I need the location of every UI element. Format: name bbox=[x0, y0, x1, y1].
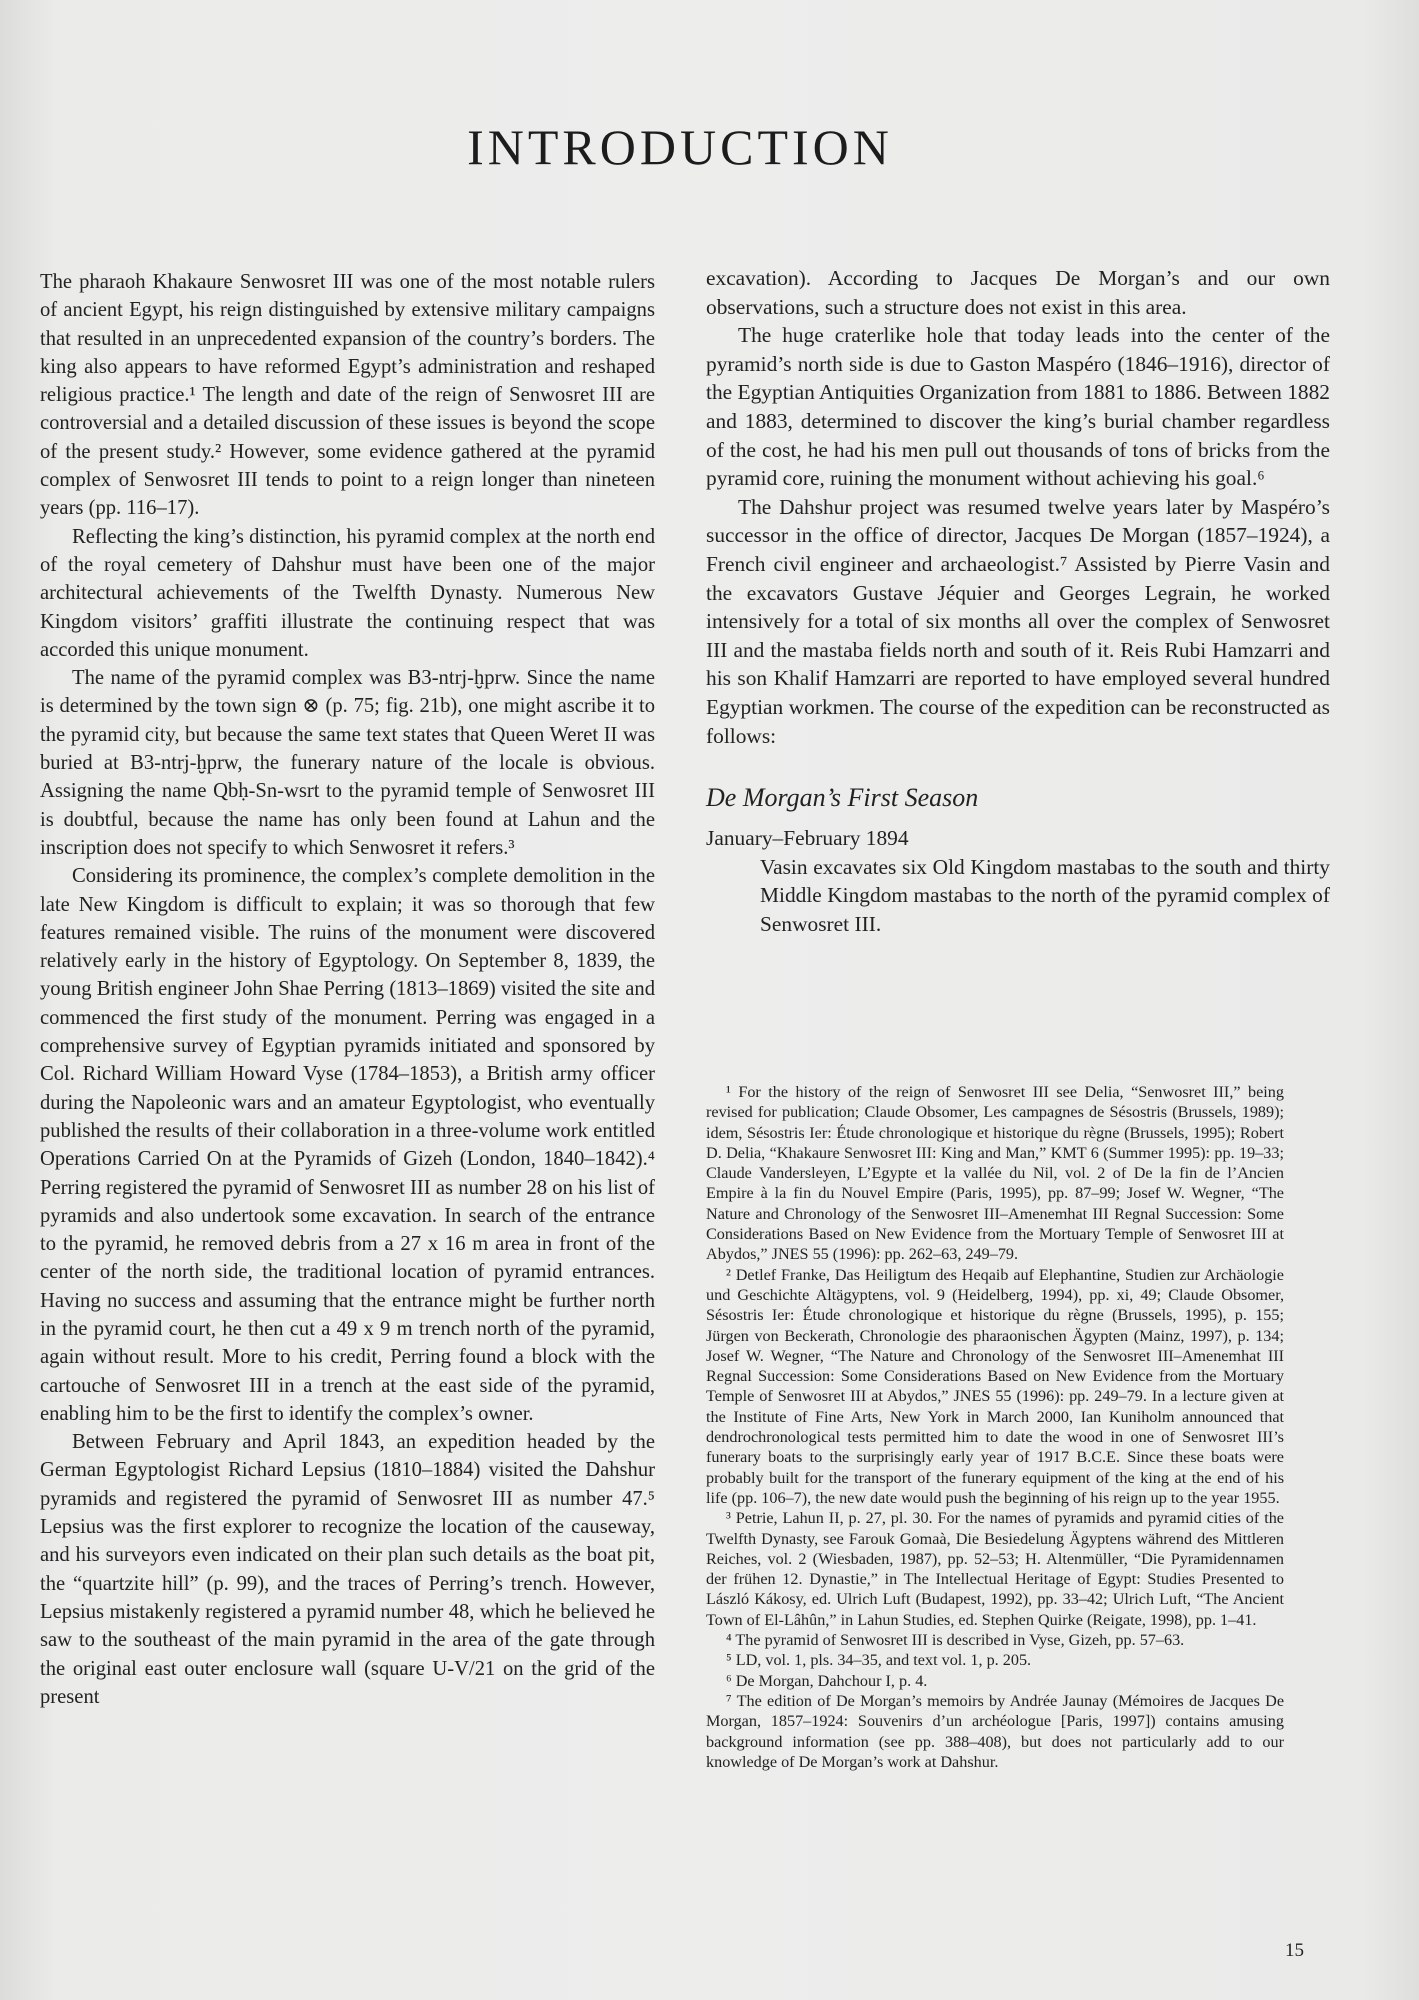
page-number: 15 bbox=[1285, 1940, 1304, 1961]
paragraph: excavation). According to Jacques De Morgan’s and our own observations, such a structure does not exist in this area. bbox=[706, 266, 1330, 319]
paragraph: Considering its prominence, the complex’s complete demolition in the late New Kingdom is difficult to explain; it was so thorough that few features remained visible. The ruins of the monument were discovered relatively early in the history of Egyptology. On September 8, 1839, the young British engineer John Shae Perring (1813–1869) visited the site and commenced the first study of the monument. Perring was engaged in a comprehensive survey of Egyptian pyramids initiated and sponsored by Col. Richard William Howard Vyse (1784–1853), a British army officer during the Napoleonic wars and an amateur Egyptologist, who eventually published the results of their collaboration in a three-volume work entitled Operations Carried On at the Pyramids of Gizeh (London, 1840–1842).⁴ Perring registered the pyramid of Senwosret III as number 28 on his list of pyramids and also undertook some excavation. In search of the entrance to the pyramid, he removed debris from a 27 x 16 m area in front of the center of the north side, the traditional location of pyramid entrances. Having no success and assuming that the entrance might be further north in the pyramid court, he then cut a 49 x 9 m trench north of the pyramid, again without result. More to his credit, Perring found a block with the cartouche of Senwosret III in a trench at the east side of the pyramid, enabling him to be the first to identify the complex’s owner. bbox=[40, 865, 655, 1425]
footnote: ⁵ LD, vol. 1, pls. 34–35, and text vol. 1, p. 205. bbox=[726, 1651, 1032, 1670]
section-heading: De Morgan’s First Season bbox=[706, 783, 979, 813]
footnote: ⁶ De Morgan, Dahchour I, p. 4. bbox=[726, 1671, 928, 1690]
paragraph: The name of the pyramid complex was B3-ntrj-ḫprw. Since the name is determined by the town sign ⊗ (p. 75; fig. 21b), one might ascribe it to the pyramid city, but because the same text states that Queen Weret II was buried at B3-ntrj-ḫprw, the funerary nature of the locale is obvious. Assigning the name Qbḥ-Sn-wsrt to the pyramid temple of Senwosret III is doubtful, because the name has only been found at Lahun and the inscription does not specify to which Senwosret it refers.³ bbox=[40, 667, 655, 859]
footnote: ⁴ The pyramid of Senwosret III is described in Vyse, Gizeh, pp. 57–63. bbox=[726, 1631, 1185, 1650]
entry-date: January–February 1894 bbox=[706, 826, 909, 851]
paragraph: Reflecting the king’s distinction, his pyramid complex at the north end of the royal cemetery of Dahshur must have been one of the major architectural achievements of the Twelfth Dynasty. Numerous New Kingdom visitors’ graffiti illustrate the continuing respect that was accorded this unique monument. bbox=[40, 525, 655, 661]
footnote: ¹ For the history of the reign of Senwosret III see Delia, “Senwosret III,” being revised for publication; Claude Obsomer, Les campagnes de Sésostris (Brussels, 1989); idem, Sésostris Ier: Étude chronologique et historique du règne (Brussels, 1995); Robert D. Delia, “Khakaure Senwosret III: King and Man,” KMT 6 (Summer 1995): pp. 19–33; Claude Vandersleyen, L’Egypte et la vallée du Nil, vol. 2 of De la fin de l’Ancien Empire à la fin du Nouvel Empire (Paris, 1995), pp. 87–99; Josef W. Wegner, “The Nature and Chronology of the Senwosret III–Amenemhat III Regnal Succession: Some Considerations Based on New Evidence from the Mortuary Temple of Senwosret III at Abydos,” JNES 55 (1996): pp. 262–63, 249–79. bbox=[706, 1083, 1284, 1264]
paragraph: The Dahshur project was resumed twelve years later by Maspéro’s successor in the office of director, Jacques De Morgan (1857–1924), a French civil engineer and archaeologist.⁷ Assisted by Pierre Vasin and the excavators Gustave Jéquier and Georges Legrain, he worked intensively for a total of six months all over the complex of Senwosret III and the mastaba fields north and south of it. Reis Rubi Hamzarri and his son Khalif Hamzarri are reported to have employed several hundred Egyptian workmen. The course of the expedition can be reconstructed as follows: bbox=[706, 494, 1330, 748]
paragraph: The pharaoh Khakaure Senwosret III was one of the most notable rulers of ancient Egypt, his reign distinguished by extensive military campaigns that resulted in an unprecedented expansion of the country’s borders. The king also appears to have reformed Egypt’s administration and reshaped religious practice.¹ The length and date of the reign of Senwosret III are controversial and a detailed discussion of these issues is beyond the scope of the present study.² However, some evidence gathered at the pyramid complex of Senwosret III tends to point to a reign longer than nineteen years (pp. 116–17). bbox=[40, 271, 655, 520]
footnote: ⁷ The edition of De Morgan’s memoirs by Andrée Jaunay (Mémoires de Jacques De Morgan, 1857–1924: Souvenirs d’un archéologue [Paris, 1997]) contains amusing background information (see pp. 388–408), but does not particularly add to our knowledge of De Morgan’s work at Dahshur. bbox=[706, 1691, 1284, 1771]
footnote: ² Detlef Franke, Das Heiligtum des Heqaib auf Elephantine, Studien zur Archäologie und Geschichte Altägyptens, vol. 9 (Heidelberg, 1994), pp. xi, 49; Claude Obsomer, Sésostris Ier: Étude chronologique et historique du règne (Brussels, 1995), p. 155; Jürgen von Beckerath, Chronologie des pharaonischen Ägypten (Mainz, 1997), p. 134; Josef W. Wegner, “The Nature and Chronology of the Senwosret III–Amenemhat III Regnal Succession: Some Considerations Based on New Evidence from the Mortuary Temple of Senwosret III at Abydos,” JNES 55 (1996): pp. 249–79. In a lecture given at the Institute of Fine Arts, New York in March 2000, Ian Kuniholm announced that dendrochronological tests permitted him to date the wood in one of Senwosret III’s funerary boats to the surprisingly early year of 1917 B.C.E. Since these boats were probably built for the transport of the funerary equipment of the king at the end of his life (pp. 106–7), the new date would push the beginning of his reign up to the year 1955. bbox=[706, 1265, 1284, 1507]
footnote: ³ Petrie, Lahun II, p. 27, pl. 30. For the names of pyramids and pyramid cities of the Twelfth Dynasty, see Farouk Gomaà, Die Besiedelung Ägyptens während des Mittleren Reiches, vol. 2 (Wiesbaden, 1987), pp. 52–53; H. Altenmüller, “Die Pyramidennamen der frühen 12. Dynastie,” in The Intellectual Heritage of Egypt: Studies Presented to László Kákosy, ed. Ulrich Luft (Budapest, 1992), pp. 33–42; Ulrich Luft, “The Ancient Town of El-Lâhûn,” in Lahun Studies, ed. Stephen Quirke (Reigate, 1998), pp. 1–41. bbox=[706, 1509, 1284, 1629]
right-column bbox=[706, 264, 1330, 938]
left-column bbox=[40, 268, 655, 1711]
footnotes bbox=[706, 1082, 1284, 1772]
paragraph: The huge craterlike hole that today leads into the center of the pyramid’s north side is due to Gaston Maspéro (1846–1916), director of the Egyptian Antiquities Organization from 1881 to 1886. Between 1882 and 1883, determined to discover the king’s burial chamber regardless of the cost, he had his men pull out thousands of tons of bricks from the pyramid core, ruining the monument without achieving his goal.⁶ bbox=[706, 323, 1330, 491]
page-title: INTRODUCTION bbox=[467, 119, 893, 175]
entry-text: Vasin excavates six Old Kingdom mastabas to the south and thirty Middle Kingdom mastabas to the north of the pyramid complex of Senwosret III. bbox=[760, 854, 1330, 936]
paragraph: Between February and April 1843, an expedition headed by the German Egyptologist Richard Lepsius (1810–1884) visited the Dahshur pyramids and registered the pyramid of Senwosret III as number 47.⁵ Lepsius was the first explorer to recognize the location of the causeway, and his surveyors even indicated on their plan such details as the boat pit, the “quartzite hill” (p. 99), and the traces of Perring’s trench. However, Lepsius mistakenly registered a pyramid number 48, which he believed he saw to the southeast of the main pyramid in the area of the gate through the original east outer enclosure wall (square U-V/21 on the grid of the present bbox=[40, 1431, 655, 1708]
